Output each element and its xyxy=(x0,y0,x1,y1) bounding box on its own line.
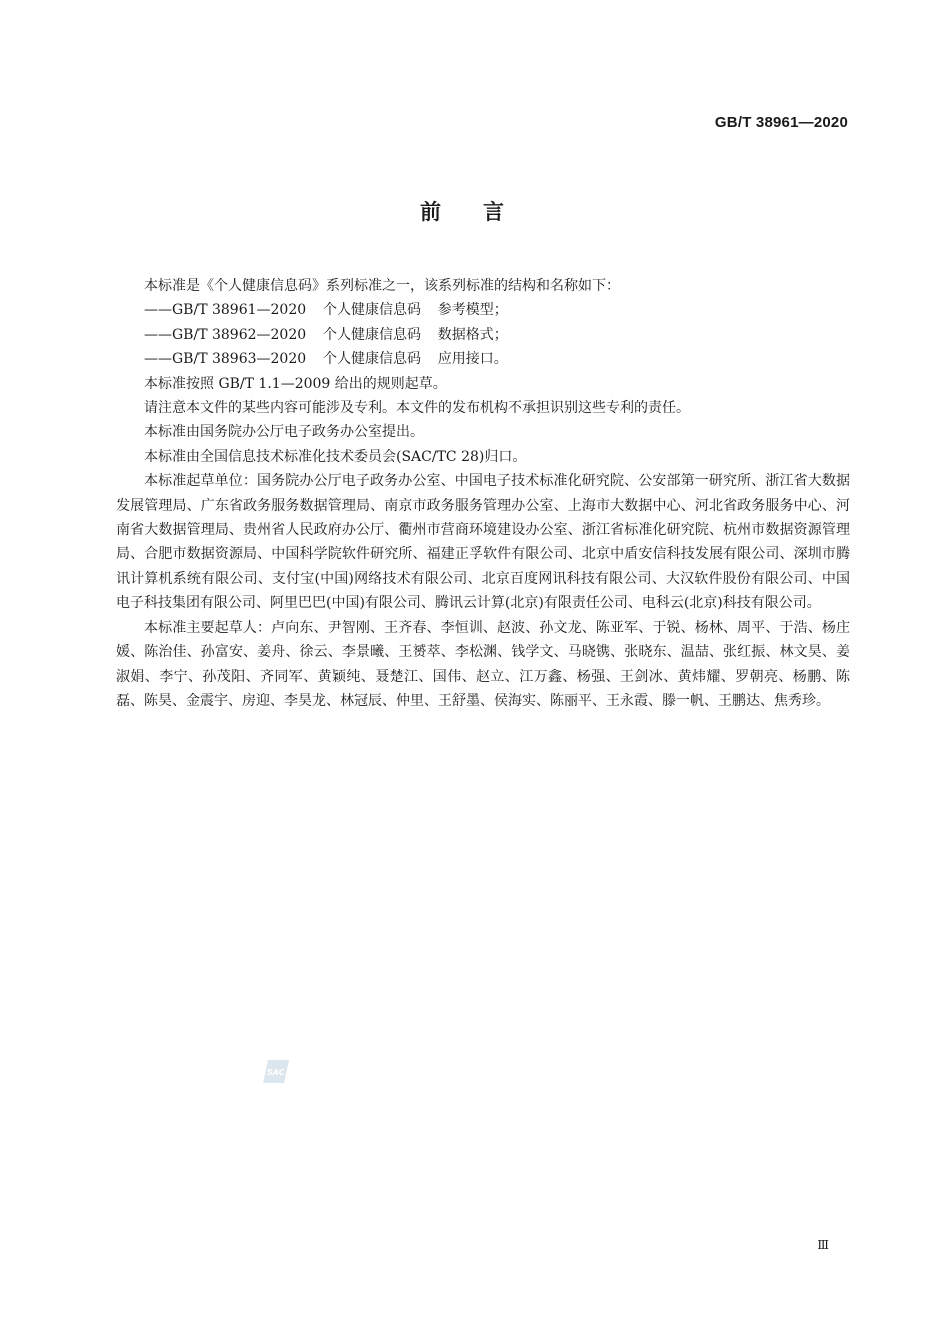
list-item-name: 个人健康信息码 xyxy=(322,302,421,319)
sac-logo-icon xyxy=(262,1059,290,1084)
paragraph-proposer: 本标准由国务院办公厅电子政务办公室提出。 xyxy=(144,424,424,441)
paragraph-series-intro: 本标准是《个人健康信息码》系列标准之一，该系列标准的结构和名称如下： xyxy=(144,278,620,294)
list-item-part: 参考模型； xyxy=(437,302,508,319)
list-item-code: ——GB/T 38962—2020 xyxy=(144,326,307,343)
paragraph-committee: 本标准由全国信息技术标准化技术委员会(SAC/TC 28)归口。 xyxy=(144,448,527,465)
list-item-code: ——GB/T 38963—2020 xyxy=(144,351,307,368)
list-item-name: 个人健康信息码 xyxy=(322,351,421,368)
list-item-part: 数据格式； xyxy=(437,326,508,343)
svg-text:SAC: SAC xyxy=(267,1068,285,1077)
paragraph-drafting-rules: 本标准按照 GB/T 1.1—2009 给出的规则起草。 xyxy=(144,375,447,392)
list-item-part: 应用接口。 xyxy=(437,351,508,368)
page-number: Ⅲ xyxy=(817,1238,829,1252)
paragraph-patent-notice: 请注意本文件的某些内容可能涉及专利。本文件的发布机构不承担识别这些专利的责任。 xyxy=(144,400,690,417)
list-item-name: 个人健康信息码 xyxy=(322,326,421,343)
list-item-part-2 xyxy=(116,323,850,347)
list-item-part-3 xyxy=(116,347,850,371)
paragraph-drafting-units: 本标准起草单位：国务院办公厅电子政务办公室、中国电子技术标准化研究院、公安部第一研究所、浙江省大数据发展管理局、广东省政务服务数据管理局、南京市政务服务管理办公室、上海市大数据中心、河北省政务服务中心、河南省大数据管理局、贵州省人民政府办公厅、衢州市营商环境建设办公室、浙江省标准化研究院、杭州市数据资源管理局、合肥市数据资源局、中国科学院软件研究所、福建正孚软件有限公司、北京中盾安信科技发展有限公司、深圳市腾讯计算机系统有限公司、支付宝(中国)网络技术有限公司、北京百度网讯科技有限公司、大汉软件股份有限公司、中国电子科技集团有限公司、阿里巴巴(中国)有限公司、腾讯云计算(北京)有限责任公司、电科云(北京)科技有限公司。 xyxy=(116,473,850,612)
list-item-code: ——GB/T 38961—2020 xyxy=(144,302,307,319)
page-title: 前言 xyxy=(420,200,546,224)
paragraph-drafters: 本标准主要起草人：卢向东、尹智刚、王齐春、李恒训、赵波、孙文龙、陈亚军、于锐、杨林、周平、于浩、杨庄媛、陈治佳、孙富安、姜舟、徐云、李景曦、王赟萃、李松渊、钱学文、马晓镌、张晓东、温喆、张红振、林文昊、姜淑娟、李宁、孙茂阳、齐同军、黄颖纯、聂楚江、国伟、赵立、江万鑫、杨强、王剑冰、黄炜耀、罗朝亮、杨鹏、陈磊、陈昊、金震宇、房迎、李昊龙、林冠辰、仲里、王舒墨、侯海实、陈丽平、王永霞、滕一帆、王鹏达、焦秀珍。 xyxy=(116,619,850,709)
standard-number: GB/T 38961—2020 xyxy=(714,114,848,131)
list-item-part-1 xyxy=(116,298,850,322)
sac-logo-icon-graphic xyxy=(262,1059,290,1084)
foreword-body xyxy=(116,274,850,713)
